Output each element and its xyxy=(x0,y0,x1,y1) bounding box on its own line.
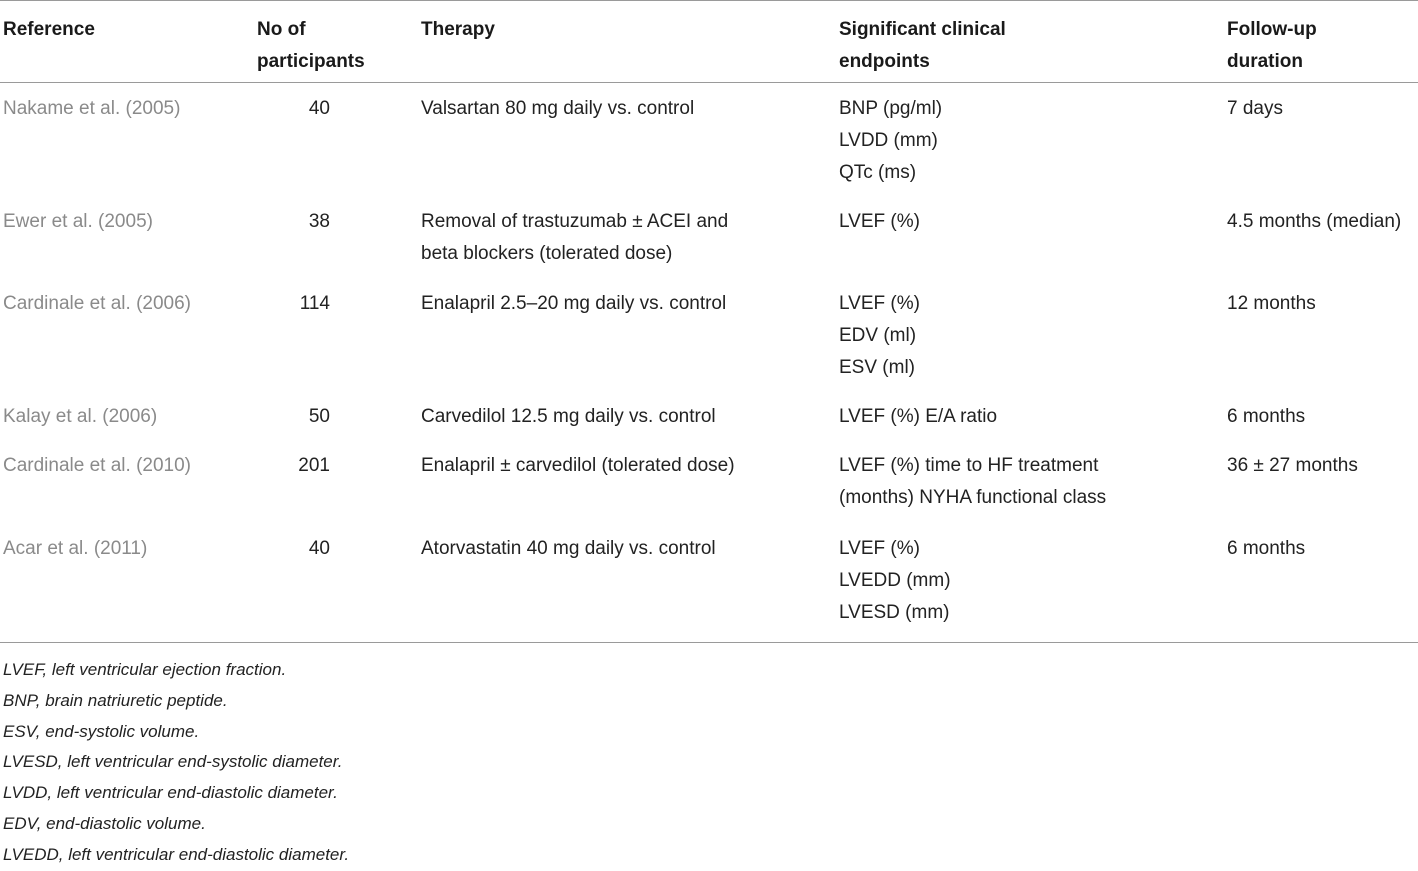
header-endpoints xyxy=(839,14,1006,78)
cell-reference: Nakame et al. (2005) xyxy=(3,98,181,119)
footnote: BNP, brain natriuretic peptide. xyxy=(3,690,228,710)
cell-reference: Ewer et al. (2005) xyxy=(3,211,153,232)
cell-participants: 40 xyxy=(308,538,330,559)
therapy-line: Valsartan 80 mg daily vs. control xyxy=(421,98,695,119)
therapy-line: Carvedilol 12.5 mg daily vs. control xyxy=(421,406,716,427)
cell-participants: 50 xyxy=(308,406,330,427)
cell-followup: 6 months xyxy=(1227,538,1306,559)
cell-followup: 6 months xyxy=(1227,406,1306,427)
header-endpoints-line2: endpoints xyxy=(839,51,930,72)
cell-participants: 40 xyxy=(308,98,330,119)
cell-therapy xyxy=(421,206,728,270)
therapy-line: Removal of trastuzumab ± ACEI and xyxy=(421,211,729,232)
cell-endpoints xyxy=(839,206,920,238)
header-reference xyxy=(3,14,95,46)
cell-reference: Cardinale et al. (2006) xyxy=(3,293,191,314)
footnote: LVDD, left ventricular end-diastolic diameter. xyxy=(3,783,338,803)
endpoint-line: BNP (pg/ml) xyxy=(839,98,943,119)
cell-therapy xyxy=(421,93,694,125)
cell-followup: 36 ± 27 months xyxy=(1227,455,1358,476)
footnote: ESV, end-systolic volume. xyxy=(3,721,200,741)
cell-endpoints xyxy=(839,401,997,433)
cell-followup: 12 months xyxy=(1227,293,1316,314)
endpoint-line: LVEF (%) xyxy=(839,211,920,232)
cell-therapy xyxy=(421,401,716,433)
cell-reference: Cardinale et al. (2010) xyxy=(3,455,191,476)
header-bottom-rule xyxy=(0,82,1418,83)
header-followup-line2: duration xyxy=(1227,51,1303,72)
header-participants xyxy=(257,14,365,78)
header-followup xyxy=(1227,14,1317,78)
cell-endpoints xyxy=(839,288,920,384)
therapy-line: Atorvastatin 40 mg daily vs. control xyxy=(421,538,716,559)
cell-followup: 7 days xyxy=(1227,98,1283,119)
header-participants-line2: participants xyxy=(257,51,365,72)
cell-endpoints xyxy=(839,533,951,629)
cell-reference: Acar et al. (2011) xyxy=(3,538,148,559)
footnote: LVEDD, left ventricular end-diastolic diameter. xyxy=(3,844,350,864)
footnotes xyxy=(3,655,349,871)
cell-therapy xyxy=(421,533,716,565)
cell-participants: 114 xyxy=(299,293,330,314)
cell-participants: 201 xyxy=(298,455,330,476)
header-therapy-label: Therapy xyxy=(421,19,495,40)
therapy-line: Enalapril ± carvedilol (tolerated dose) xyxy=(421,455,735,476)
table-bottom-rule xyxy=(0,642,1418,643)
cell-endpoints xyxy=(839,450,1106,514)
header-therapy xyxy=(421,14,495,46)
therapy-line: Enalapril 2.5–20 mg daily vs. control xyxy=(421,293,727,314)
cell-therapy xyxy=(421,450,735,482)
header-reference-label: Reference xyxy=(3,19,95,40)
endpoint-line: EDV (ml) xyxy=(839,325,917,346)
endpoint-line: LVEF (%) xyxy=(839,293,920,314)
endpoint-line: (months) NYHA functional class xyxy=(839,487,1107,508)
cell-endpoints xyxy=(839,93,942,189)
cell-reference: Kalay et al. (2006) xyxy=(3,406,158,427)
therapy-line: beta blockers (tolerated dose) xyxy=(421,243,673,264)
table-top-rule xyxy=(0,0,1418,1)
header-endpoints-line1: Significant clinical xyxy=(839,19,1006,40)
cell-participants: 38 xyxy=(308,211,330,232)
footnote: LVESD, left ventricular end-systolic diameter. xyxy=(3,752,343,772)
endpoint-line: QTc (ms) xyxy=(839,162,917,183)
header-participants-line1: No of xyxy=(257,19,306,40)
footnote: EDV, end-diastolic volume. xyxy=(3,813,206,833)
endpoint-line: LVDD (mm) xyxy=(839,130,938,151)
endpoint-line: ESV (ml) xyxy=(839,357,915,378)
endpoint-line: LVEF (%) time to HF treatment xyxy=(839,455,1099,476)
header-followup-line1: Follow-up xyxy=(1227,19,1317,40)
endpoint-line: LVEDD (mm) xyxy=(839,570,951,591)
cell-followup: 4.5 months (median) xyxy=(1227,211,1402,232)
endpoint-line: LVEF (%) xyxy=(839,538,920,559)
endpoint-line: LVESD (mm) xyxy=(839,602,950,623)
cell-therapy xyxy=(421,288,726,320)
footnote: LVEF, left ventricular ejection fraction. xyxy=(3,660,287,679)
endpoint-line: LVEF (%) E/A ratio xyxy=(839,406,998,427)
